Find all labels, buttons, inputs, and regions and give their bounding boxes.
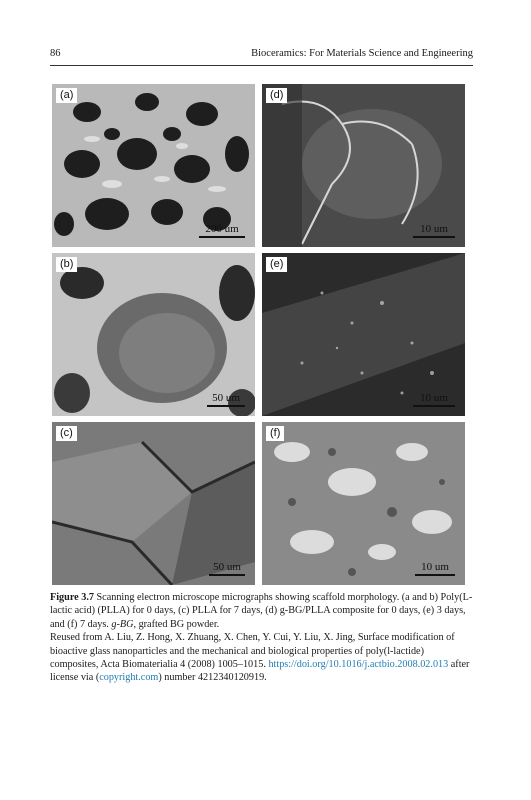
micrograph-panel-b	[52, 253, 255, 416]
panel-e-scale-bar	[413, 392, 455, 407]
page-header	[50, 48, 473, 64]
panel-d-scale-line	[413, 236, 455, 238]
caption-credit	[50, 631, 473, 685]
caption-text-2: , grafted BG powder.	[133, 618, 220, 630]
running-title: Bioceramics: For Materials Science and Engineering	[251, 48, 473, 59]
figure-caption	[50, 591, 473, 685]
panel-c-label: (c)	[56, 426, 77, 441]
panel-a-label: (a)	[56, 88, 77, 103]
caption-text-1: Scanning electron microscope micrographs showing scaffold morphology. (a and b) Poly(L-lactic acid) (PLLA) for 0 days, (c) PLLA for 7 days, (d) g-BG/PLLA composite for 0 days, (e) 3 days, and (f) 7 days.	[50, 592, 473, 630]
micrograph-panel-f	[262, 422, 465, 585]
page-number: 86	[50, 48, 61, 59]
panel-c-scale-line	[209, 574, 245, 576]
panel-d-scale-bar	[413, 223, 455, 238]
panel-f-scale-line	[415, 574, 455, 576]
credit-mid-text: after license via (	[50, 659, 470, 684]
micrograph-panel-c	[52, 422, 255, 585]
figure-number: Figure 3.7	[50, 592, 94, 603]
panel-d-label: (d)	[266, 88, 287, 103]
panel-e-label: (e)	[266, 257, 287, 272]
panel-b-scale-bar	[207, 392, 245, 407]
panel-e-scale-line	[413, 405, 455, 407]
copyright-link[interactable]: copyright.com	[99, 672, 159, 684]
panel-b-scale-line	[207, 405, 245, 407]
doi-link[interactable]: https://doi.org/10.1016/j.actbio.2008.02.013	[268, 659, 449, 671]
panel-f-scale-bar	[415, 561, 455, 576]
panel-b-scale-text: 50 um	[212, 392, 240, 404]
panel-c-scale-text: 50 um	[213, 561, 241, 573]
caption-abbrev: g-BG	[111, 618, 134, 630]
header-rule	[50, 65, 473, 66]
credit-text: Reused from A. Liu, Z. Hong, X. Zhuang, X. Chen, Y. Cui, Y. Liu, X. Jing, Surface modification of bioactive glass nanoparticles and the mechanical and biological properties of poly(l-lactide) composites, Acta Biomaterialia 4 (2008) 1005–1015.	[50, 632, 455, 671]
micrograph-panel-a	[52, 84, 255, 247]
panel-a-scale-line	[199, 236, 245, 238]
panel-f-scale-text: 10 um	[421, 561, 449, 573]
caption-description	[50, 591, 473, 631]
panel-a-scale-bar	[199, 223, 245, 238]
panel-f-label: (f)	[266, 426, 284, 441]
panel-e-scale-text: 10 um	[420, 392, 448, 404]
panel-c-scale-bar	[209, 561, 245, 576]
micrograph-panel-e	[262, 253, 465, 416]
panel-d-scale-text: 10 um	[420, 223, 448, 235]
micrograph-panel-d	[262, 84, 465, 247]
credit-end-text: ) number 4212340120919.	[158, 672, 267, 684]
panel-b-label: (b)	[56, 257, 77, 272]
panel-a-scale-text: 200 um	[205, 223, 239, 235]
